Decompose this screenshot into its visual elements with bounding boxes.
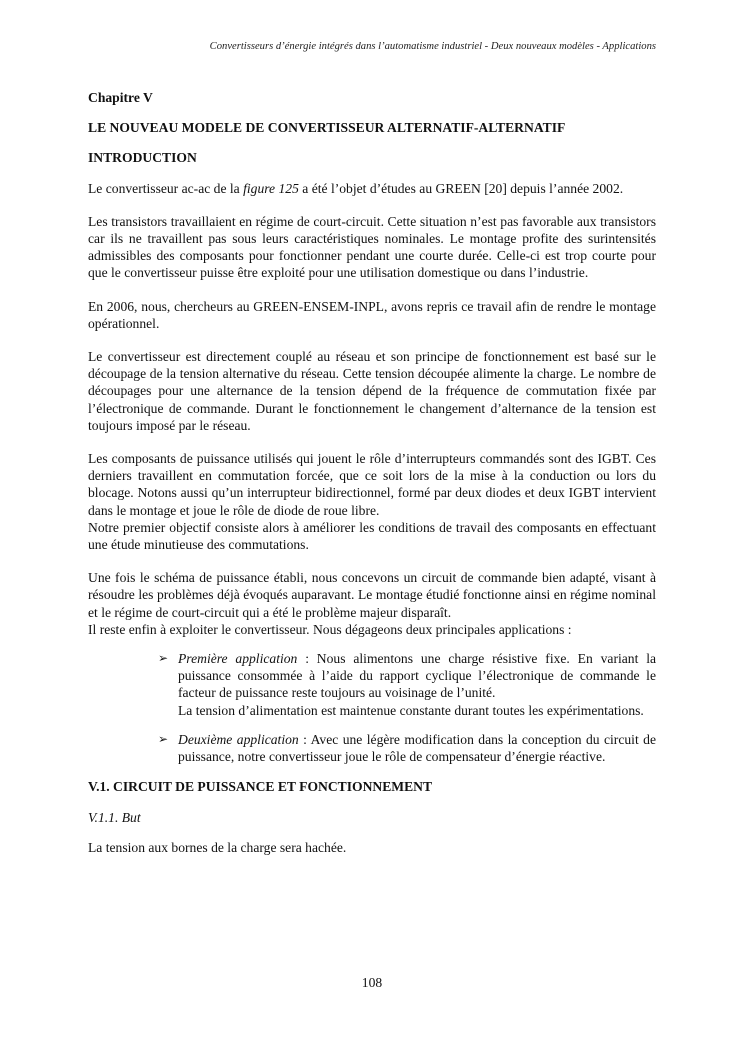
paragraph-6-continued: Il reste enfin à exploiter le convertisseur. Nous dégageons deux principales applications :: [88, 621, 572, 637]
last-paragraph: La tension aux bornes de la charge sera hachée.: [88, 839, 347, 855]
arrow-bullet-icon: ➢: [158, 731, 169, 746]
bullet-label: Deuxième application: [178, 731, 299, 747]
arrow-bullet-icon: ➢: [158, 651, 169, 666]
paragraph-5-continued: Notre premier objectif consiste alors à améliorer les conditions de travail des composants en effectuant une étude minutieuse des commutations.: [88, 519, 656, 553]
introduction-heading: INTRODUCTION: [88, 150, 197, 166]
applications-list: [88, 650, 656, 765]
bullet-text-continued: La tension d’alimentation est maintenue constante durant toutes les expérimentations.: [178, 702, 644, 718]
subsection-heading: V.1.1. But: [88, 809, 141, 825]
paragraph-1: Le convertisseur ac-ac de la figure 125 a été l’objet d’études au GREEN [20] depuis l’année 2002.: [88, 180, 624, 196]
paragraph-6: Une fois le schéma de puissance établi, nous concevons un circuit de commande bien adapté, visant à résoudre les problèmes déjà évoqués auparavant. Le montage étudié fonctionne ainsi en régime nominal et le régime de court-circuit qui a été le problème majeur disparaît.: [88, 570, 656, 620]
list-item: ➢ Première application : Nous alimentons une charge résistive fixe. En variant la puissance consommée à l’aide du rapport cyclique l’électronique de commande le facteur de puissance reste toujours au voisinage de l’unité. La tension d’alimentation est maintenue constante durant toutes les expérimentations.: [158, 651, 657, 718]
chapter-label: Chapitre V: [88, 90, 153, 105]
paragraph-3: En 2006, nous, chercheurs au GREEN-ENSEM-INPL, avons repris ce travail afin de rendre le montage opérationnel.: [88, 298, 656, 331]
section-heading: V.1. CIRCUIT DE PUISSANCE ET FONCTIONNEMENT: [88, 779, 433, 795]
paragraph-5: Les composants de puissance utilisés qui jouent le rôle d’interrupteurs commandés sont des IGBT. Ces derniers travaillent en commutation forcée, que ce soit lors de la mise à la conduction ou lors du blocage. Notons aussi qu’un interrupteur bidirectionnel, formé par deux diodes et deux IGBT intervient dans le montage et joue le rôle de diode de roue libre.: [88, 451, 656, 518]
bullet-label: Première application: [178, 651, 298, 667]
page-number: 108: [361, 975, 383, 990]
chapter-title: LE NOUVEAU MODELE DE CONVERTISSEUR ALTERNATIF-ALTERNATIF: [88, 120, 566, 136]
running-header: Convertisseurs d’énergie intégrés dans l’automatisme industriel - Deux nouveaux modèles - Applications: [209, 41, 656, 52]
list-item: ➢ Deuxième application : Avec une légère modification dans la conception du circuit de puissance, notre convertisseur joue le rôle de compensateur d’énergie réactive.: [158, 731, 656, 765]
paragraph-2: Les transistors travaillaient en régime de court-circuit. Cette situation n’est pas favorable aux transistors car ils ne travaillent pas sous leurs caractéristiques nominales. Le montage profite des surintensités admissibles des composants pour fonctionner pendant une courte durée. Celle-ci est trop courte pour que le convertisseur puisse être exploité pour une utilisation domestique ou dans l’industrie.: [88, 213, 656, 281]
figure-reference: figure 125: [243, 180, 299, 196]
page-content: [88, 89, 656, 856]
paragraph-4: Le convertisseur est directement couplé au réseau et son principe de fonctionnement est basé sur le découpage de la tension alternative du réseau. Cette tension découpée alimente la charge. Le nombre de découpages pour une alternance de la tension dépend de la fréquence de commutation fixée par l’électronique de commande. Durant le fonctionnement le changement d’alternance de la tension est toujours imposé par le réseau.: [88, 349, 656, 433]
